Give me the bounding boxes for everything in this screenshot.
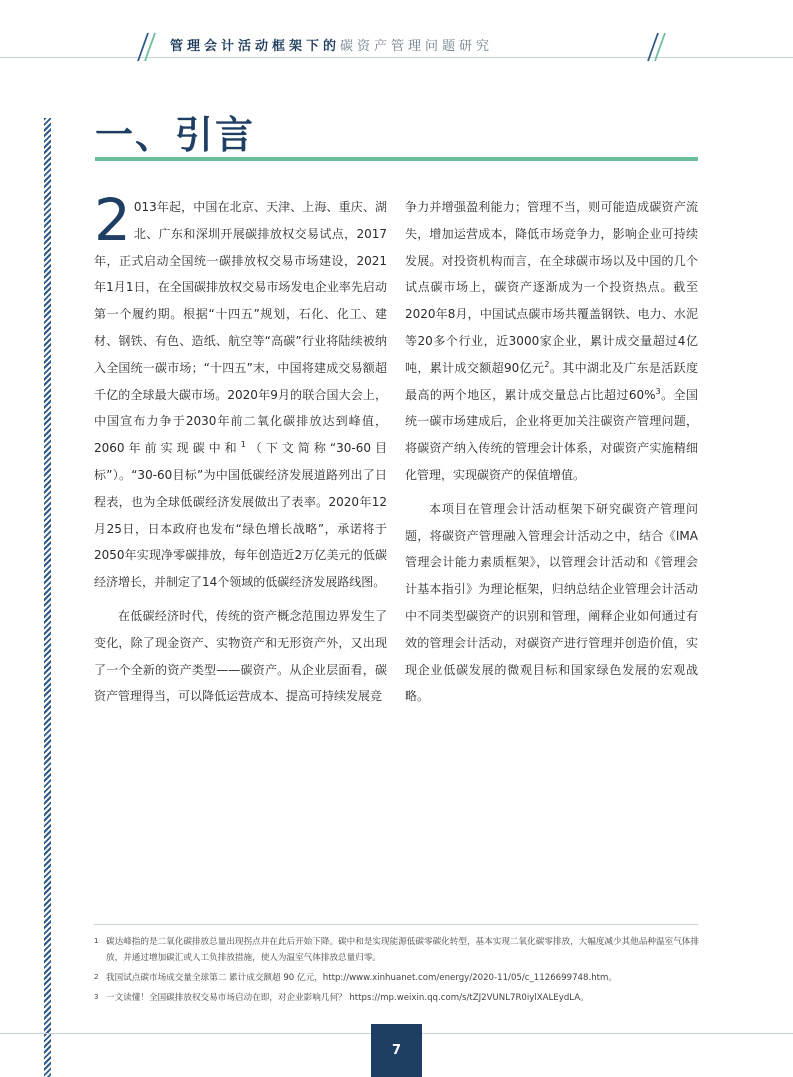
paragraph-1 [94,186,387,596]
footnotes [94,934,700,1010]
footnote-text[interactable]: 我国试点碳市场成交量全球第二 累计成交额超 90 亿元，http://www.xinhuanet.com/energy/2020-11/05/c_1126699748.htm。 [106,973,617,983]
paragraph-3: 本项目在管理会计活动框架下研究碳资产管理问题，将碳资产管理融入管理会计活动之中，结合《IMA管理会计能力素质框架》，以管理会计活动和《管理会计基本指引》为理论框架，归纳总结企业管理会计活动中不同类型碳资产的识别和管理，阐释企业如何通过有效的管理会计活动，对碳资产进行管理并创造价值，实现企业低碳发展的微观目标和国家绿色发展的宏观战略。 [405,501,698,704]
header-slash-right-icon [644,32,674,62]
footnote-ref-3[interactable]: 3 [655,386,661,396]
footnote-text: 碳达峰指的是二氧化碳排放总量出现拐点并在此后开始下降。碳中和是实现能源低碳零碳化转型，基本实现二氧化碳零排放，大幅度减少其他品种温室气体排放，并通过增加碳汇或人工负排放措施，使人为温室气体排放总量归零。 [106,937,699,963]
body-column-right [405,194,698,710]
paragraph-2-cont-a: 争力并增强盈利能力；管理不当，则可能造成碳资产流失，增加运营成本，降低市场竞争力，影响企业可持续发展。对投资机构而言，在全球碳市场以及中国的几个试点碳市场上，碳资产逐渐成为一个投资热点。截至2020年8月，中国试点碳市场共覆盖钢铁、电力、水泥等20多个行业，近3000家企业，累计成交量超过4亿吨，累计成交额超90亿元 [405,200,698,375]
footnote-number: 3 [94,993,99,1001]
header-title-light: 碳资产管理问题研究 [340,39,494,54]
paragraph-2: 在低碳经济时代，传统的资产概念范围边界发生了变化，除了现金资产、实物资产和无形资产外，又出现了一个全新的资产类型——碳资产。从企业层面看，碳资产管理得当，可以降低运营成本、提高可持续发展竞 [94,608,387,704]
header-title [170,37,493,57]
paragraph-1-text-a: 013年起，中国在北京、天津、上海、重庆、湖北、广东和深圳开展碳排放权交易试点，2017年，正式启动全国统一碳排放权交易市场建设，2021年1月1日，在全国碳排放权交易市场发电企业率先启动第一个履约期。根据“十四五”规划，石化、化工、建材、钢铁、有色、造纸、航空等“高碳”行业将陆续被纳入全国统一碳市场；“十四五”末，中国将建成交易额超千亿的全球最大碳市场。2020年9月的联合国大会上，中国宣布力争于2030年前二氧化碳排放达到峰值，2060年前实现碳中和 [94,200,387,456]
section-title: 一、引言 [95,113,256,157]
paragraph-2-cont-b: 。其中湖北及广东是活跃度最高的两个地区，累计成交量总占比超过60% [405,360,698,402]
footnote-3 [94,990,700,1006]
footnote-ref-1[interactable]: 1 [240,440,246,450]
header-divider [0,57,793,58]
footnote-1 [94,934,700,966]
footnote-text[interactable]: 一文读懂！全国碳排放权交易市场启动在即，对企业影响几何？ https://mp.weixin.qq.com/s/tZJ2VUNL7R0iylXALEydLA。 [106,993,589,1003]
paragraph-1-text-b: （下文简称“30-60目标”）。“30-60目标”为中国低碳经济发展道路列出了日程表，也为全球低碳经济发展做出了表率。2020年12月25日，日本政府也发布“绿色增长战略”，承诺将于2050年实现净零碳排放，每年创造近2万亿美元的低碳经济增长，并制定了14个领域的低碳经济发展路线图。 [94,441,387,590]
header-title-bold: 管理会计活动框架下的 [170,39,341,54]
binding-stripe [44,118,51,1077]
footnote-number: 2 [94,973,99,981]
footnote-ref-2[interactable]: 2 [544,359,550,369]
body-column-left [94,186,387,710]
footnote-divider [94,924,698,925]
header-slash-left-icon [128,32,158,62]
drop-cap: 2 [94,186,131,254]
paragraph-2-continued [405,194,698,489]
footnote-2 [94,970,700,986]
section-title-rule [95,157,698,161]
page-number: 7 [371,1024,422,1077]
footnote-number: 1 [94,937,99,945]
paragraph-2-cont-c: 。全国统一碳市场建成后，企业将更加关注碳资产管理问题，将碳资产纳入传统的管理会计体系，对碳资产实施精细化管理，实现碳资产的保值增值。 [405,387,698,482]
